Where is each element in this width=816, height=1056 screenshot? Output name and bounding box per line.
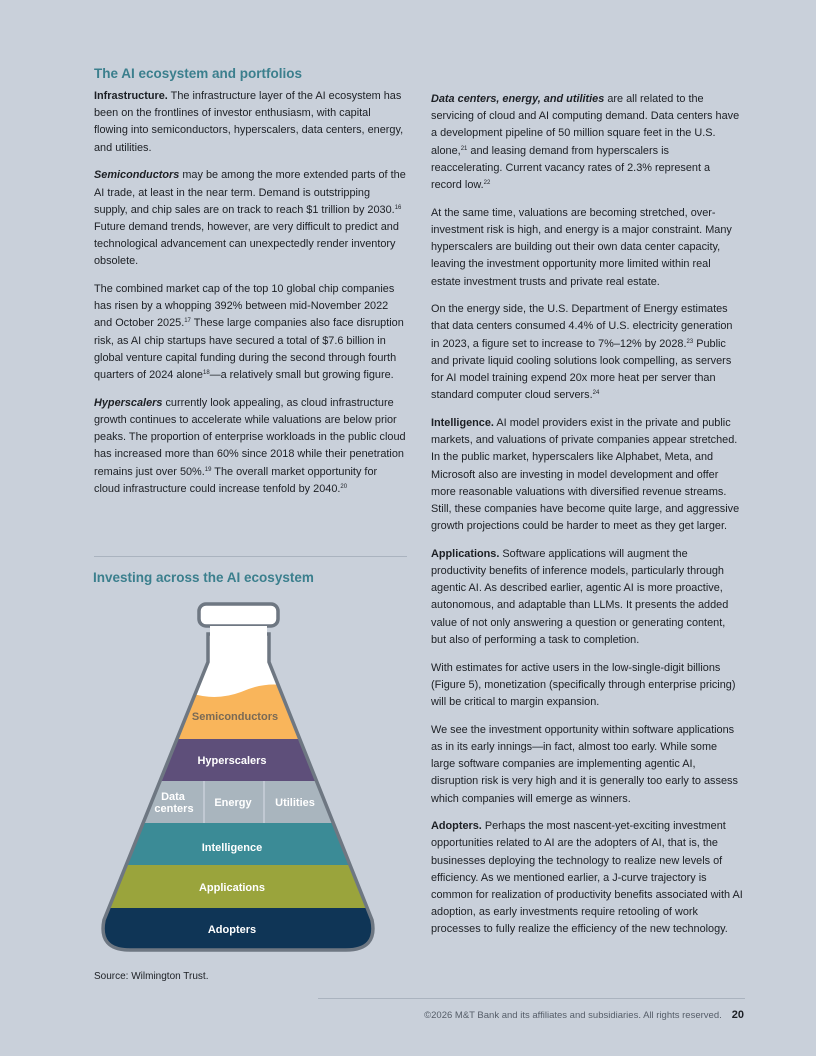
footnote-ref: 16 [394,204,402,211]
paragraph-software-opportunity [431,722,743,808]
footnote-ref: 21 [460,145,468,152]
right-column [431,91,743,949]
body-text: The infrastructure layer of the AI ecosystem has been on the frontlines of investor enthusiasm, with capital flowing into semiconductors, hyperscalers, data centers, energy, and utilities. [94,90,404,154]
figure-source: Source: Wilmington Trust. [94,971,209,982]
footer-divider [318,998,745,999]
ai-ecosystem-flask-diagram [96,602,380,954]
paragraph-infrastructure [94,88,406,157]
copyright-text: ©2026 M&T Bank and its affiliates and subsidiaries. All rights reserved. [424,1010,722,1021]
body-text: —a relatively small but growing figure. [209,369,394,382]
body-text: These large companies also face disruption risk, as AI chip startups have secured a total of $7.6 billion in global venture capital funding during the second through fourth quarters of 2024 alone [94,317,404,382]
flask-lip [199,604,278,626]
paragraph-chip-market-cap [94,281,406,384]
lead-intelligence: Intelligence. [431,416,494,429]
body-text: The combined market cap of the top 10 global chip companies has risen by a whopping 392% between mid-November 2022 and October 2025. [94,283,395,330]
footnote-ref: 19 [204,466,212,473]
label-applications: Applications [198,882,266,894]
label-semiconductors: Semiconductors [191,711,279,723]
body-text: With estimates for active users in the low-single-digit billions (Figure 5), monetization (specifically through enterprise pricing) will be critical to margin expansion. [431,661,736,708]
paragraph-valuations [431,205,743,291]
body-text: Public and private liquid cooling solutions look compelling, as servers for AI model training expend 20x more heat per server than standard computer cloud servers. [431,337,732,402]
lead-data-centers: Data centers, energy, and utilities [431,93,605,105]
footnote-ref: 22 [483,180,491,187]
lead-hyperscalers: Hyperscalers [94,396,163,409]
footnote-ref: 17 [184,318,191,325]
body-text: We see the investment opportunity within software applications as in its early innings—in fact, almost too early. While some large software companies are implementing agentic AI, disruption risk is very high and it is generally too early to assess which companies will emerge as winners. [431,723,738,805]
footnote-ref: 24 [592,390,600,397]
label-energy: Energy [214,797,252,809]
left-column [94,66,406,508]
paragraph-adopters [431,818,743,938]
paragraph-applications [431,546,743,649]
footnote-ref: 20 [340,483,348,490]
body-text: and leasing demand from hyperscalers is reaccelerating. Current vacancy rates of 2.3% represent a record low. [431,144,711,192]
body-text: currently look appealing, as cloud infrastructure growth continues to accelerate while valuations are below prior peaks. The proportion of enterprise workloads in the public cloud has increased more than 60% since 2018 while their penetration remains just over 50%. [94,396,406,478]
body-text: are all related to the servicing of cloud and AI computing demand. Data centers have a development pipeline of 50 million square feet in the U.S. alone, [431,93,740,157]
paragraph-semiconductors [94,167,406,270]
label-utilities: Utilities [275,797,315,809]
paragraph-hyperscalers [94,395,406,498]
label-intelligence: Intelligence [201,842,263,854]
lead-applications: Applications. [431,547,500,560]
body-text: AI model providers exist in the private and public markets, and valuations of private companies appear stretched. In the public market, hyperscalers like Alphabet, Meta, and Microsoft also are investing in model development and offer more reasonable valuations with diversified revenue streams. Still, these companies have become quite large, and aggressive growth projections could be harder to meet as they get larger. [431,416,740,533]
body-text: On the energy side, the U.S. Department of Energy estimates that data centers consumed 4.4% of U.S. electricity generation in 2023, a figure set to increase to 7%–12% by 2028. [431,303,733,350]
paragraph-active-users [431,660,743,712]
label-hyperscalers: Hyperscalers [197,755,267,767]
page-number: 20 [731,1009,744,1021]
flask-neck-cover [210,626,267,636]
page-footer [424,1009,744,1021]
body-text: The overall market opportunity for cloud infrastructure could increase tenfold by 2040. [94,465,378,495]
body-text: may be among the more extended parts of the AI trade, at least in the near term. Demand is outstripping supply, and chip sales are on track to reach $1 trillion by 2030. [94,169,406,216]
section-title: The AI ecosystem and portfolios [94,66,303,81]
body-text: Future demand trends, however, are very difficult to predict and technological advancement can unexpectedly render inventory obsolete. [94,220,399,268]
lead-semiconductors: Semiconductors [94,169,180,182]
paragraph-data-centers [431,91,743,194]
body-text: At the same time, valuations are becoming stretched, over-investment risk is high, and energy is a major constraint. Many hyperscalers are building out their own data center capacity, leaving the investment opportunity more limited within real estate investment trusts and private real estate. [431,206,732,288]
footnote-ref: 23 [686,338,694,345]
section-divider [94,556,407,557]
figure-title: Investing across the AI ecosystem [93,570,314,585]
label-data-centers-2: centers [154,803,194,815]
paragraph-energy [431,301,743,404]
body-text: Perhaps the most nascent-yet-exciting investment opportunities related to AI are the adopters of AI, that is, the businesses deploying the technology to realize new levels of efficiency. As we mentioned earlier, a J-curve trajectory is common for realization of productivity benefits associated with AI adoption, as early investments require retooling of work processes to fully realize the efficiency of the new technology. [431,820,743,936]
lead-infrastructure: Infrastructure. [94,90,168,102]
lead-adopters: Adopters. [431,820,482,833]
label-data-centers-1: Data [161,791,185,803]
body-text: Software applications will augment the productivity benefits of inference models, particularly through agentic AI. As described earlier, agentic AI is more proactive, autonomous, and adaptable than LLMs. It presents the added value of not only answering a question or generating content, but also of performing a task to completion. [431,547,729,646]
footnote-ref: 18 [203,370,210,377]
label-adopters: Adopters [207,924,257,936]
paragraph-intelligence [431,415,743,535]
